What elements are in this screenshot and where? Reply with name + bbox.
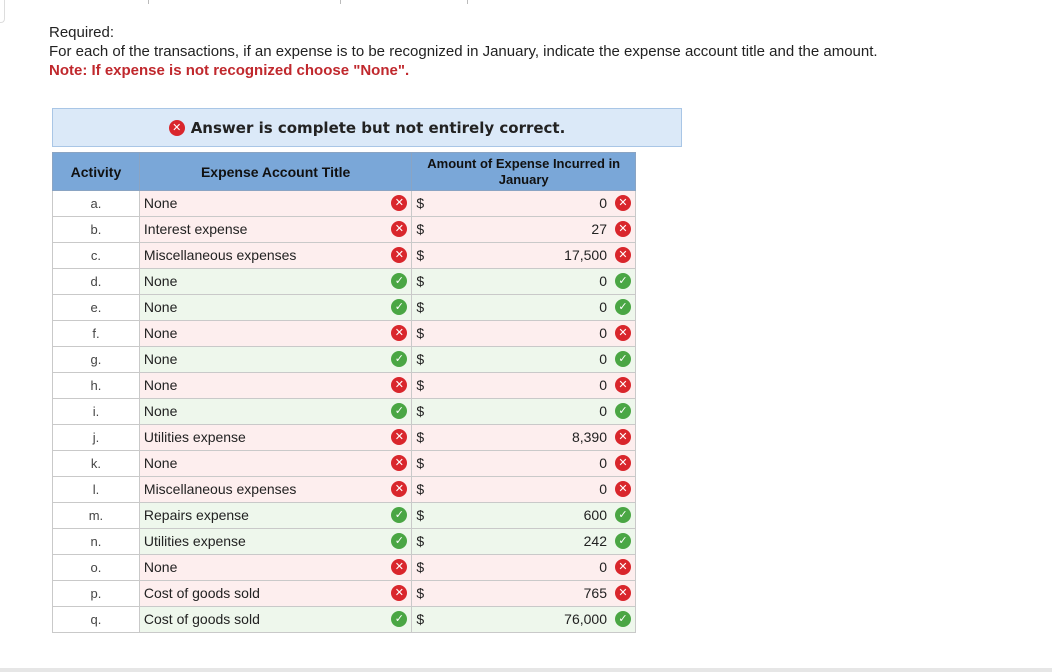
check-icon: ✓ [391, 351, 407, 367]
answer-table [52, 152, 636, 633]
amount-value: 17,500 [564, 247, 607, 263]
x-icon: ✕ [615, 585, 631, 601]
expense-title-value: None [143, 273, 178, 289]
currency-symbol: $ [416, 481, 425, 497]
check-icon: ✓ [391, 273, 407, 289]
activity-label: l. [53, 477, 140, 503]
check-icon: ✓ [615, 403, 631, 419]
currency-symbol: $ [416, 351, 425, 367]
amount-value: 600 [583, 507, 607, 523]
header-expense-title: Expense Account Title [139, 153, 411, 191]
amount-value: 0 [599, 299, 607, 315]
expense-title-select[interactable] [139, 243, 411, 269]
currency-symbol: $ [416, 247, 425, 263]
currency-symbol: $ [416, 533, 425, 549]
x-icon: ✕ [615, 429, 631, 445]
expense-title-value: Cost of goods sold [143, 611, 260, 627]
x-icon: ✕ [615, 377, 631, 393]
expense-title-value: None [143, 559, 178, 575]
table-row [53, 451, 636, 477]
x-icon: ✕ [615, 325, 631, 341]
x-icon: ✕ [391, 247, 407, 263]
x-icon: ✕ [169, 120, 185, 136]
currency-symbol: $ [416, 299, 425, 315]
activity-label: j. [53, 425, 140, 451]
amount-input[interactable] [412, 425, 636, 451]
x-icon: ✕ [391, 377, 407, 393]
expense-title-select[interactable] [139, 503, 411, 529]
amount-value: 0 [599, 559, 607, 575]
amount-input[interactable] [412, 191, 636, 217]
amount-value: 0 [599, 403, 607, 419]
expense-title-select[interactable] [139, 269, 411, 295]
check-icon: ✓ [391, 507, 407, 523]
expense-title-value: Cost of goods sold [143, 585, 260, 601]
x-icon: ✕ [615, 481, 631, 497]
activity-label: p. [53, 581, 140, 607]
table-header-row [53, 153, 636, 191]
activity-label: a. [53, 191, 140, 217]
expense-title-value: Miscellaneous expenses [143, 247, 297, 263]
header-activity: Activity [53, 153, 140, 191]
expense-title-select[interactable] [139, 477, 411, 503]
table-row [53, 581, 636, 607]
amount-value: 0 [599, 455, 607, 471]
activity-label: o. [53, 555, 140, 581]
amount-input[interactable] [412, 503, 636, 529]
expense-title-value: None [143, 455, 178, 471]
currency-symbol: $ [416, 585, 425, 601]
table-row [53, 503, 636, 529]
expense-title-value: None [143, 299, 178, 315]
expense-title-select[interactable] [139, 399, 411, 425]
x-icon: ✕ [391, 559, 407, 575]
currency-symbol: $ [416, 559, 425, 575]
expense-title-select[interactable] [139, 347, 411, 373]
expense-title-value: Repairs expense [143, 507, 249, 523]
table-row [53, 347, 636, 373]
amount-input[interactable] [412, 451, 636, 477]
expense-title-select[interactable] [139, 581, 411, 607]
currency-symbol: $ [416, 377, 425, 393]
activity-label: i. [53, 399, 140, 425]
x-icon: ✕ [391, 455, 407, 471]
tick-mark [148, 0, 149, 4]
table-row [53, 529, 636, 555]
amount-input[interactable] [412, 243, 636, 269]
expense-title-select[interactable] [139, 191, 411, 217]
required-section [49, 23, 878, 80]
activity-label: f. [53, 321, 140, 347]
expense-title-value: None [143, 325, 178, 341]
tick-mark [467, 0, 468, 4]
table-row [53, 425, 636, 451]
currency-symbol: $ [416, 195, 425, 211]
expense-title-select[interactable] [139, 529, 411, 555]
required-instruction: For each of the transactions, if an expense is to be recognized in January, indicate the expense account title and the amount. [49, 43, 878, 60]
check-icon: ✓ [615, 611, 631, 627]
activity-label: n. [53, 529, 140, 555]
activity-label: q. [53, 607, 140, 633]
amount-input[interactable] [412, 477, 636, 503]
amount-input[interactable] [412, 269, 636, 295]
amount-input[interactable] [412, 347, 636, 373]
x-icon: ✕ [391, 221, 407, 237]
amount-value: 0 [599, 481, 607, 497]
expense-title-select[interactable] [139, 425, 411, 451]
top-strip [0, 0, 1052, 6]
scroll-corner [0, 0, 5, 23]
amount-value: 0 [599, 351, 607, 367]
banner-text: Answer is complete but not entirely correct. [190, 118, 566, 137]
amount-value: 765 [583, 585, 607, 601]
expense-title-value: Miscellaneous expenses [143, 481, 297, 497]
expense-title-value: None [143, 351, 178, 367]
currency-symbol: $ [416, 403, 425, 419]
expense-title-select[interactable] [139, 217, 411, 243]
expense-title-value: None [143, 195, 178, 211]
amount-value: 242 [583, 533, 607, 549]
amount-value: 0 [599, 195, 607, 211]
check-icon: ✓ [615, 533, 631, 549]
amount-input[interactable] [412, 581, 636, 607]
check-icon: ✓ [391, 299, 407, 315]
expense-title-select[interactable] [139, 607, 411, 633]
amount-value: 0 [599, 325, 607, 341]
amount-input[interactable] [412, 217, 636, 243]
expense-title-value: None [143, 403, 178, 419]
bottom-divider [0, 668, 1052, 672]
amount-value: 8,390 [571, 429, 607, 445]
header-amount: Amount of Expense Incurred in January [412, 153, 636, 191]
amount-value: 0 [599, 377, 607, 393]
x-icon: ✕ [391, 195, 407, 211]
check-icon: ✓ [391, 611, 407, 627]
expense-title-select[interactable] [139, 321, 411, 347]
amount-value: 27 [591, 221, 607, 237]
table-row [53, 217, 636, 243]
table-row [53, 295, 636, 321]
table-row [53, 373, 636, 399]
x-icon: ✕ [615, 455, 631, 471]
table-row [53, 607, 636, 633]
table-row [53, 399, 636, 425]
activity-label: e. [53, 295, 140, 321]
currency-symbol: $ [416, 273, 425, 289]
x-icon: ✕ [391, 585, 407, 601]
activity-label: h. [53, 373, 140, 399]
check-icon: ✓ [615, 273, 631, 289]
amount-input[interactable] [412, 373, 636, 399]
amount-input[interactable] [412, 321, 636, 347]
currency-symbol: $ [416, 455, 425, 471]
table-row [53, 191, 636, 217]
expense-title-value: None [143, 377, 178, 393]
activity-label: d. [53, 269, 140, 295]
table-row [53, 269, 636, 295]
x-icon: ✕ [615, 559, 631, 575]
table-row [53, 321, 636, 347]
check-icon: ✓ [615, 299, 631, 315]
table-row [53, 477, 636, 503]
currency-symbol: $ [416, 507, 425, 523]
expense-title-value: Interest expense [143, 221, 248, 237]
expense-title-value: Utilities expense [143, 429, 246, 445]
activity-label: k. [53, 451, 140, 477]
currency-symbol: $ [416, 429, 425, 445]
check-icon: ✓ [615, 507, 631, 523]
table-body [53, 191, 636, 633]
amount-input[interactable] [412, 399, 636, 425]
check-icon: ✓ [615, 351, 631, 367]
currency-symbol: $ [416, 325, 425, 341]
amount-input[interactable] [412, 555, 636, 581]
activity-label: c. [53, 243, 140, 269]
amount-input[interactable] [412, 607, 636, 633]
currency-symbol: $ [416, 611, 425, 627]
x-icon: ✕ [391, 325, 407, 341]
tick-mark [340, 0, 341, 4]
x-icon: ✕ [615, 247, 631, 263]
result-banner [52, 108, 682, 147]
amount-input[interactable] [412, 295, 636, 321]
activity-label: m. [53, 503, 140, 529]
x-icon: ✕ [391, 481, 407, 497]
required-heading: Required: [49, 24, 115, 41]
check-icon: ✓ [391, 403, 407, 419]
x-icon: ✕ [615, 195, 631, 211]
amount-value: 76,000 [564, 611, 607, 627]
expense-title-select[interactable] [139, 295, 411, 321]
activity-label: g. [53, 347, 140, 373]
table-row [53, 243, 636, 269]
table-row [53, 555, 636, 581]
amount-input[interactable] [412, 529, 636, 555]
expense-title-select[interactable] [139, 451, 411, 477]
x-icon: ✕ [615, 221, 631, 237]
activity-label: b. [53, 217, 140, 243]
expense-title-select[interactable] [139, 555, 411, 581]
expense-title-value: Utilities expense [143, 533, 246, 549]
currency-symbol: $ [416, 221, 425, 237]
amount-value: 0 [599, 273, 607, 289]
check-icon: ✓ [391, 533, 407, 549]
expense-title-select[interactable] [139, 373, 411, 399]
x-icon: ✕ [391, 429, 407, 445]
required-note: Note: If expense is not recognized choose "None". [49, 62, 410, 79]
